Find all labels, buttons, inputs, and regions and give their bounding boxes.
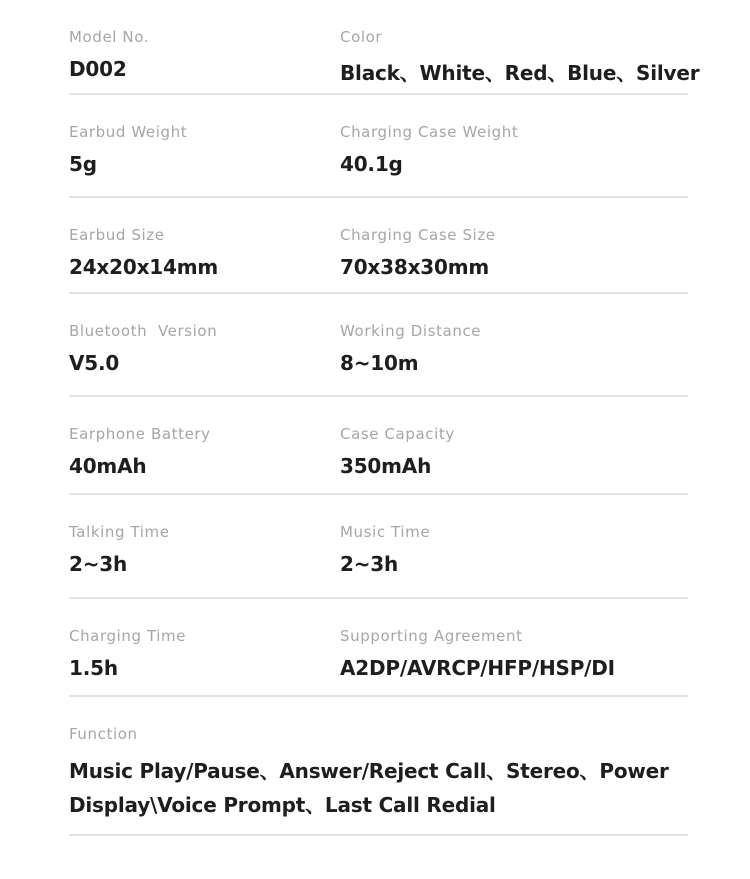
spec-label: Charging Time [69,627,187,645]
spec-label: Supporting Agreement [340,627,523,645]
spec-value: 5g [69,152,97,176]
spec-value: Black、White、Red、Blue、Silver [340,61,700,85]
spec-row-weight [69,95,688,198]
spec-row-time [69,495,688,599]
spec-label: Color [340,28,383,46]
spec-row-battery [69,397,688,495]
spec-value: 70x38x30mm [340,255,489,279]
spec-value: 40mAh [69,454,147,478]
spec-label: Earbud Size [69,226,165,244]
spec-label: Charging Case Size [340,226,496,244]
spec-value: 24x20x14mm [69,255,218,279]
spec-label: Music Time [340,523,431,541]
spec-value: 2~3h [69,552,128,576]
spec-value: 1.5h [69,656,118,680]
spec-label: Earphone Battery [69,425,211,443]
spec-value: 8~10m [340,351,419,375]
spec-table [69,0,700,836]
spec-label: Model No. [69,28,150,46]
spec-label: Charging Case Weight [340,123,519,141]
spec-label: Case Capacity [340,425,455,443]
spec-value: V5.0 [69,351,120,375]
spec-value: D002 [69,57,127,81]
spec-value: Music Play/Pause、Answer/Reject Call、Stereo、Power Display\Voice Prompt、Last Call Redial [69,759,669,817]
spec-row-bluetooth-distance [69,294,688,397]
spec-value: 2~3h [340,552,399,576]
spec-label: Earbud Weight [69,123,188,141]
spec-row-charging-protocol [69,599,688,697]
spec-value: A2DP/AVRCP/HFP/HSP/DI [340,656,615,680]
spec-row-model-color [69,0,700,95]
spec-row-function [69,697,688,836]
spec-row-size [69,198,688,294]
spec-value: 350mAh [340,454,432,478]
spec-value: 40.1g [340,152,403,176]
spec-label: Bluetooth Version [69,322,218,340]
spec-label: Function [69,725,138,743]
spec-label: Working Distance [340,322,482,340]
spec-label: Talking Time [69,523,170,541]
